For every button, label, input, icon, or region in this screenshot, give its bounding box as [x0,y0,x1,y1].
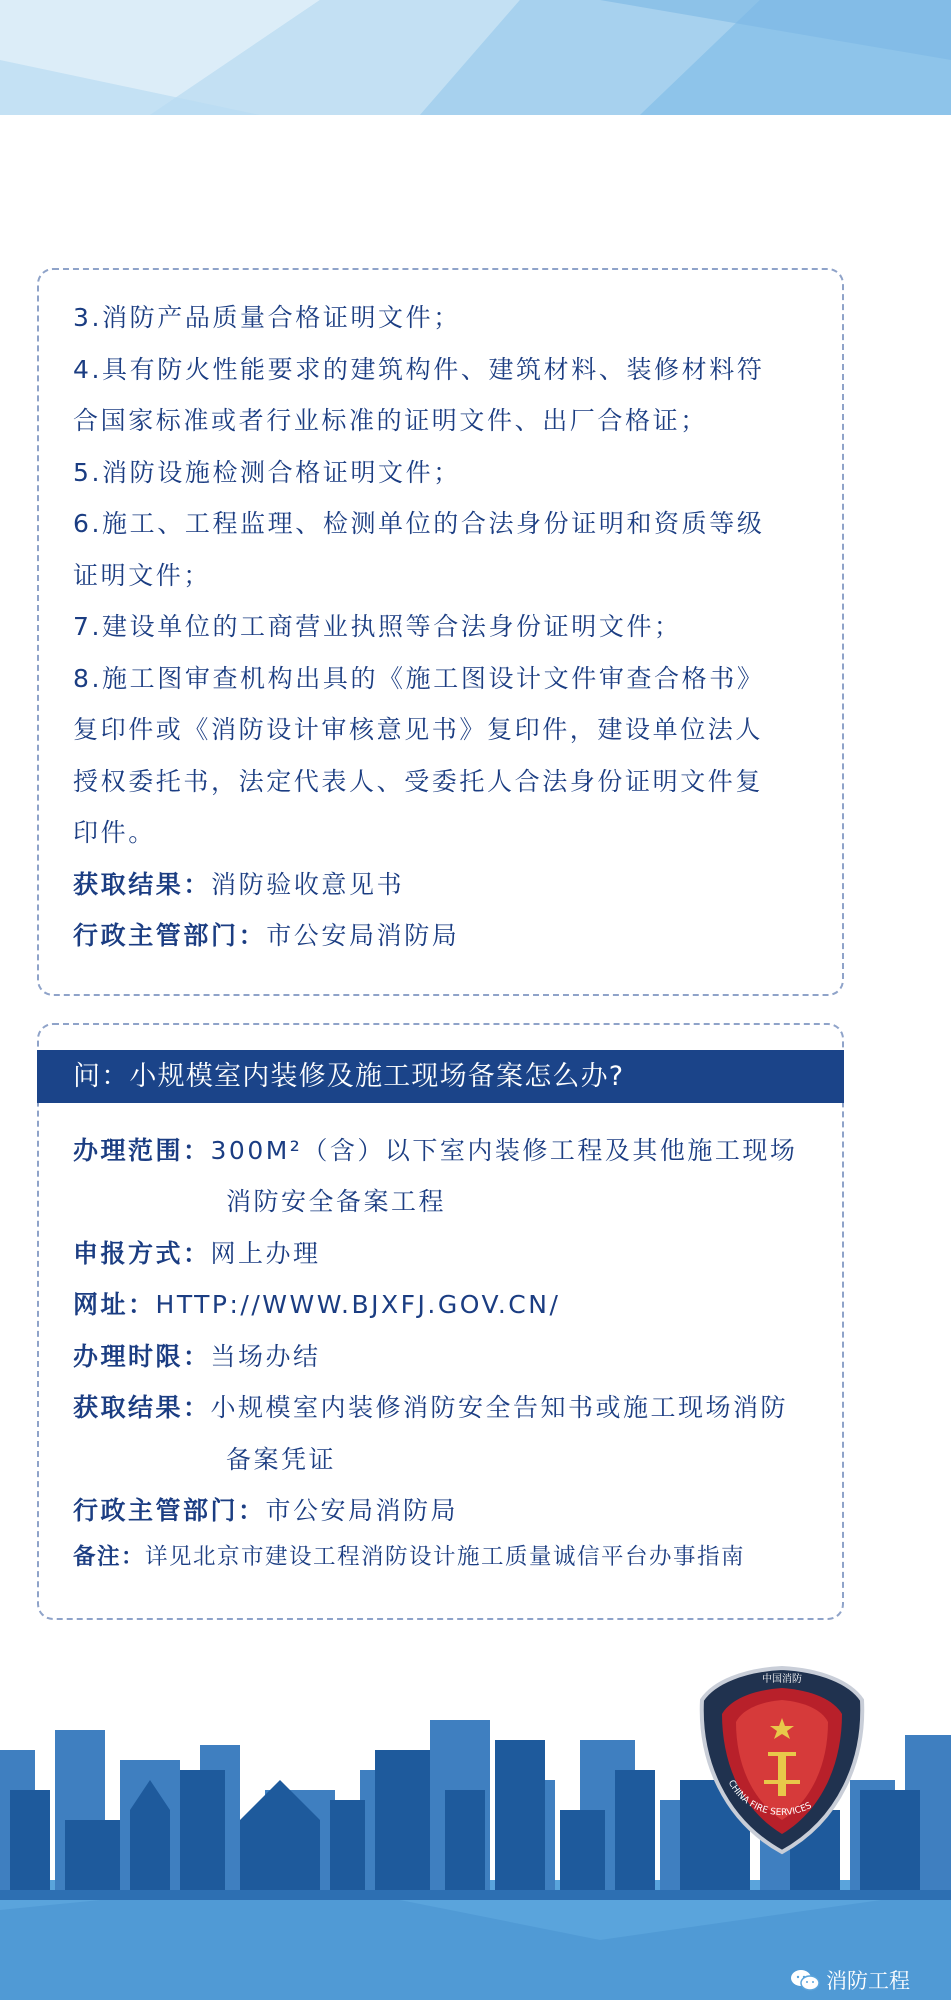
result-line: 获取结果：消防验收意见书 [73,869,405,899]
document-line: 6.施工、工程监理、检测单位的合法身份证明和资质等级 [73,509,765,538]
note-label: 备注： [73,1544,146,1570]
filing-card [37,1023,844,1620]
result-value: 小规模室内装修消防安全告知书或施工现场消防 [210,1393,789,1422]
document-line: 合国家标准或者行业标准的证明文件、出厂合格证； [73,406,708,435]
department-value: 市公安局消防局 [265,1496,459,1525]
documents-list [73,292,817,962]
document-line: 复印件或《消防设计审核意见书》复印件，建设单位法人 [73,715,764,744]
brand-name: 消防工程 [826,1969,910,1993]
fire-services-emblem-icon [690,1660,875,1860]
wechat-icon [790,1968,820,1992]
svg-text:中国消防: 中国消防 [762,1674,802,1685]
scope-value-cont: 消防安全备案工程 [226,1187,447,1216]
question-header: 问：小规模室内装修及施工现场备案怎么办? [37,1050,844,1103]
scope-row [73,1125,797,1177]
footer-brand [790,1965,910,1995]
result-label: 获取结果： [73,1393,211,1422]
svg-text:CHINA FIRE SERVICES: CHINA FIRE SERVICES [725,1778,814,1819]
document-line: 7.建设单位的工商营业执照等合法身份证明文件； [73,612,682,641]
department-row [73,1485,458,1537]
note-value: 详见北京市建设工程消防设计施工质量诚信平台办事指南 [145,1544,746,1570]
url-row [73,1279,560,1331]
method-label: 申报方式： [73,1239,211,1268]
time-value: 当场办结 [210,1342,321,1371]
document-line: 5.消防设施检测合格证明文件； [73,457,461,487]
top-banner [0,0,951,115]
document-line: 8.施工图审查机构出具的《施工图设计文件审查合格书》 [73,663,765,693]
document-line: 印件。 [73,818,156,847]
method-value: 网上办理 [210,1239,321,1268]
method-row [73,1228,321,1280]
scope-value: 300M²（含）以下室内装修工程及其他施工现场 [210,1136,798,1165]
document-line: 4.具有防火性能要求的建筑构件、建筑材料、装修材料符 [73,354,765,384]
time-label: 办理时限： [73,1342,211,1371]
document-line: 3.消防产品质量合格证明文件； [73,303,461,332]
time-row [73,1331,321,1383]
note-row [73,1537,745,1577]
scope-label: 办理范围： [73,1136,211,1165]
document-line: 证明文件； [73,560,212,590]
department-line: 行政主管部门：市公安局消防局 [73,921,460,950]
documents-card [37,268,844,996]
document-line: 授权委托书，法定代表人、受委托人合法身份证明文件复 [73,766,764,796]
result-value-cont: 备案凭证 [226,1445,337,1474]
url-label: 网址： [73,1290,156,1319]
banner-pattern [0,0,951,115]
result-row [73,1382,788,1434]
department-label: 行政主管部门： [73,1496,266,1525]
url-value: HTTP://WWW.BJXFJ.GOV.CN/ [155,1290,561,1319]
